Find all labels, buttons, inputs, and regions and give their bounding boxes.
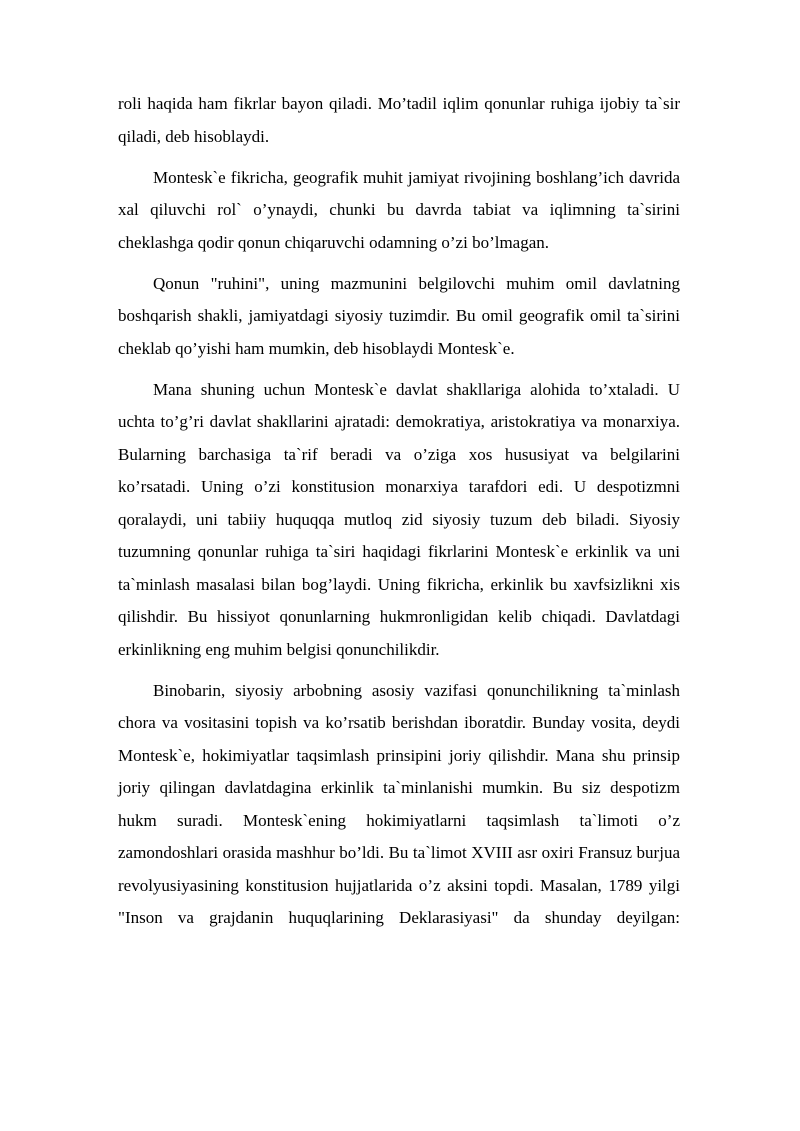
paragraph-4: Mana shuning uchun Montesk`e davlat shakllariga alohida to’xtaladi. U uchta to’g’ri davlat shakllarini ajratadi: demokratiya, aristokratiya va monarxiya. Bularning barchasiga ta`rif beradi va o’ziga xos hususiyat va belgilarini ko’rsatadi. Uning o’zi konstitusion monarxiya tarafdori edi. U despotizmni qoralaydi, uni tabiiy huquqqa mutloq zid siyosiy tuzum deb biladi. Siyosiy tuzumning qonunlar ruhiga ta`siri haqidagi fikrlarini Montesk`e erkinlik va uni ta`minlash masalasi bilan bog’laydi. Uning fikricha, erkinlik bu xavfsizlikni xis qilishdir. Bu hissiyot qonunlarning hukmronligidan kelib chiqadi. Davlatdagi erkinlikning eng muhim belgisi qonunchilikdir. — [118, 379, 680, 659]
document-page — [118, 88, 680, 943]
paragraph-1: roli haqida ham fikrlar bayon qiladi. Mo’tadil iqlim qonunlar ruhiga ijobiy ta`sir qiladi, deb hisoblaydi. — [118, 94, 680, 146]
paragraph-3: Qonun "ruhini", uning mazmunini belgilovchi muhim omil davlatning boshqarish shakli, jamiyatdagi siyosiy tuzimdir. Bu omil geografik omil ta`sirini cheklab qo’yishi ham mumkin, deb hisoblaydi Montesk`e. — [118, 273, 680, 358]
paragraph-5: Binobarin, siyosiy arbobning asosiy vazifasi qonunchilikning ta`minlash chora va vositasini topish va ko’rsatib berishdan iboratdir. Bunday vosita, deydi Montesk`e, hokimiyatlar taqsimlash prinsipini joriy qilishdir. Mana shu prinsip joriy qilingan davlatdagina erkinlik ta`minlanishi mumkin. Bu siz despotizm hukm suradi. Montesk`ening hokimiyatlarni taqsimlash ta`limoti o’z zamondoshlari orasida mashhur bo’ldi. Bu ta`limot XVIII asr oxiri Fransuz burjua revolyusiyasining konstitusion hujjatlarida o’z aksini topdi. Masalan, 1789 yilgi "Inson va grajdanin huquqlarining Deklarasiyasi" da shunday deyilgan: — [118, 680, 680, 927]
paragraph-2: Montesk`e fikricha, geografik muhit jamiyat rivojining boshlang’ich davrida xal qiluvchi rol` o’ynaydi, chunki bu davrda tabiat va iqlimning ta`sirini cheklashga qodir qonun chiqaruvchi odamning o’zi bo’lmagan. — [118, 167, 680, 252]
